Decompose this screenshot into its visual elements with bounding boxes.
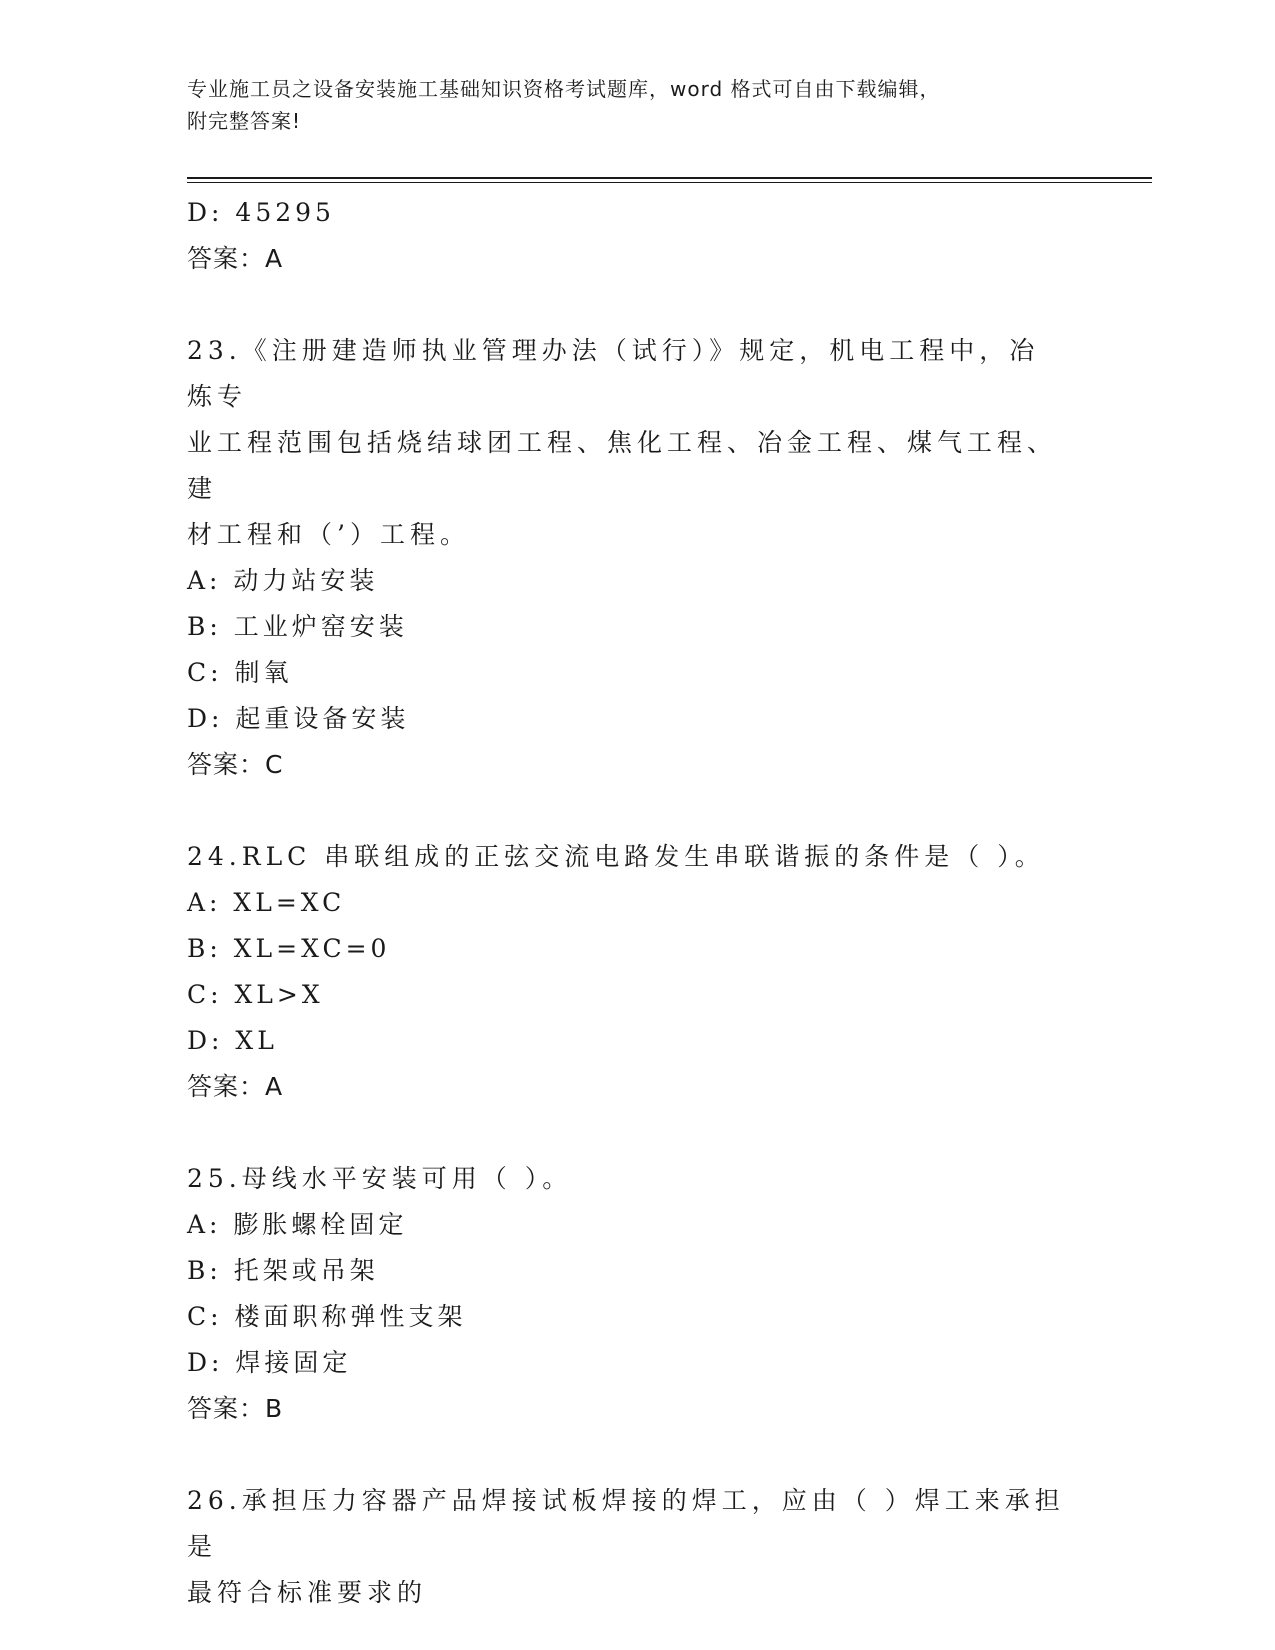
header-line-2: 附完整答案! <box>187 109 302 133</box>
spacer <box>187 282 1087 328</box>
answer-line: 答案：A <box>187 1072 284 1101</box>
answer-line: 答案：A <box>187 244 284 273</box>
question-24 <box>187 834 1087 1110</box>
spacer <box>187 1432 1087 1478</box>
question-stem-line: 23.《注册建造师执业管理办法（试行）》规定，机电工程中，冶炼专 <box>187 336 1040 411</box>
question-stem-line: 25.母线水平安装可用（ ）。 <box>187 1164 573 1193</box>
option-d: D: 起重设备安装 <box>187 704 410 733</box>
question-stem-line: 24.RLC 串联组成的正弦交流电路发生串联谐振的条件是（ ）。 <box>187 842 1045 871</box>
option-d: D: XL <box>187 1026 278 1055</box>
option-d: D: 45295 <box>187 198 335 227</box>
option-c: C: 楼面职称弹性支架 <box>187 1302 467 1331</box>
question-stem-line: 26.承担压力容器产品焊接试板焊接的焊工，应由（ ）焊工来承担是 <box>187 1486 1065 1561</box>
question-25 <box>187 1156 1087 1432</box>
option-a: A: 动力站安装 <box>187 566 379 595</box>
question-stem-line: 业工程范围包括烧结球团工程、焦化工程、冶金工程、煤气工程、建 <box>187 428 1058 503</box>
option-c: C: 制氧 <box>187 658 293 687</box>
option-b: B: XL=XC=0 <box>187 934 391 963</box>
question-stem-line: 最符合标准要求的 <box>187 1578 428 1607</box>
option-a: A: XL=XC <box>187 888 346 917</box>
question-content <box>187 190 1087 1616</box>
option-b: B: 工业炉窑安装 <box>187 612 408 641</box>
question-26 <box>187 1478 1087 1616</box>
header-divider-thin <box>187 182 1152 183</box>
option-d: D: 焊接固定 <box>187 1348 352 1377</box>
option-a: A: 膨胀螺栓固定 <box>187 1210 408 1239</box>
spacer <box>187 788 1087 834</box>
answer-line: 答案：C <box>187 750 284 779</box>
answer-line: 答案：B <box>187 1394 284 1423</box>
option-b: B: 托架或吊架 <box>187 1256 379 1285</box>
spacer <box>187 1110 1087 1156</box>
page-header <box>187 73 1067 137</box>
header-line-1: 专业施工员之设备安装施工基础知识资格考试题库，word 格式可自由下载编辑， <box>187 77 941 101</box>
question-stem-line: 材工程和（’）工程。 <box>187 520 470 549</box>
option-c: C: XL>X <box>187 980 324 1009</box>
question-23 <box>187 328 1087 788</box>
header-divider <box>187 177 1152 179</box>
